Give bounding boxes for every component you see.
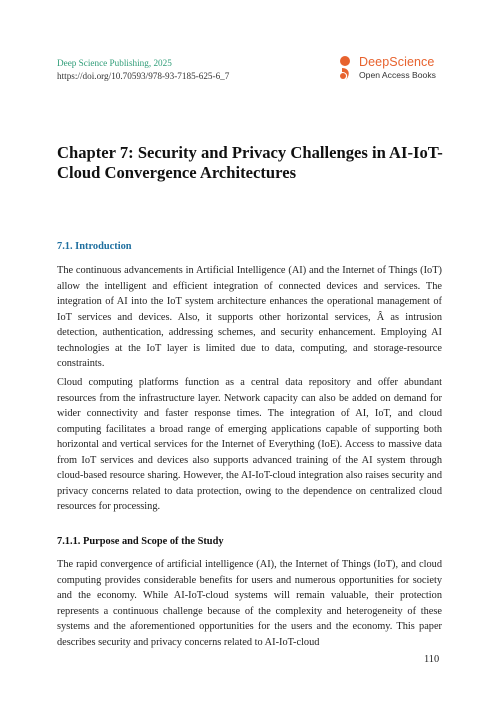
section-heading-introduction: 7.1. Introduction (57, 241, 132, 252)
page-number: 110 (424, 654, 440, 665)
page-header (57, 57, 229, 83)
chapter-title: Chapter 7: Security and Privacy Challenges in AI-IoT-Cloud Convergence Architectures (57, 143, 443, 182)
publisher-line: Deep Science Publishing, 2025 (57, 58, 172, 68)
logo-brand-text: DeepScience (359, 55, 435, 69)
deepscience-logo-icon (337, 54, 355, 84)
logo-tagline: Open Access Books (359, 70, 436, 80)
paragraph-purpose-1: The rapid convergence of artificial intelligence (AI), the Internet of Things (IoT), and cloud computing provides considerable benefits for users and numerous opportunities for society and the economy. While AI-IoT-cloud systems will remain valuable, their protection represents a continuous challenge because of the complexity and heterogeneity of these systems and the aforementioned opportunities for the users and the economy. This paper describes security and privacy concerns related to AI-IoT-cloud (57, 559, 442, 648)
publisher-logo (337, 54, 449, 84)
paragraph-intro-2: Cloud computing platforms function as a central data repository and offer abundant resources from the infrastructure layer. Network capacity can also be added on demand for wider connectivity and faster response times. The integration of AI, IoT, and cloud computing facilitates a broad range of emerging applications capable of supporting both horizontal and vertical services for the Internet of Everything (IoE). Access to massive data from IoT services and devices also supports advanced training of the AI system through cloud-based resource sharing. However, the AI-IoT-cloud integration also raises security and privacy concerns related to data protection, owing to the dependence on centralized cloud resources for processing. (57, 377, 442, 512)
section-heading-purpose-scope: 7.1.1. Purpose and Scope of the Study (57, 536, 224, 547)
doi-link[interactable]: https://doi.org/10.70593/978-93-7185-625-6_7 (57, 71, 230, 81)
paragraph-intro-1: The continuous advancements in Artificial Intelligence (AI) and the Internet of Things (IoT) allow the intelligent and efficient integration of connected devices and services. The integration of AI into the IoT system architecture enhances the operational management of IoT services and devices. Also, it supports other horizontal services, Â as intrusion detection, authentication, addressing schemes, and security enhancement. Employing AI technologies at the IoT layer is limited due to data, computing, and storage-resource constraints. (57, 265, 442, 369)
